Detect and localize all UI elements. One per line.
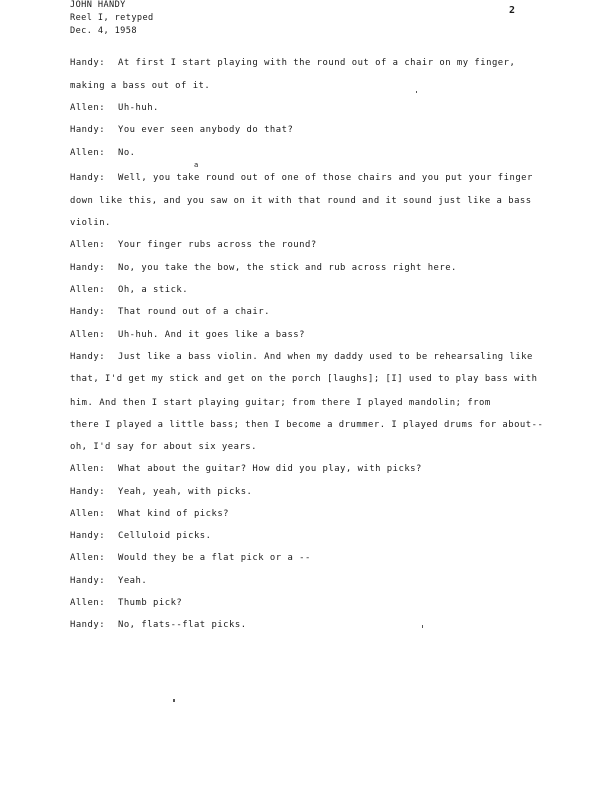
- line-text: No, flats--flat picks.: [118, 620, 247, 630]
- speaker-label: Handy:: [70, 58, 106, 68]
- line-text: No, you take the bow, the stick and rub across right here.: [118, 263, 457, 273]
- speaker-label: Handy:: [70, 620, 106, 630]
- transcript-line: [70, 509, 229, 520]
- transcript-line: [70, 218, 111, 229]
- transcript-line: [70, 487, 252, 498]
- speaker-label: Allen:: [70, 148, 106, 158]
- line-text: there I played a little bass; then I become a drummer. I played drums for about--: [70, 420, 544, 430]
- transcript-line: [70, 374, 537, 385]
- speaker-label: Handy:: [70, 352, 106, 362]
- transcript-line: [70, 330, 305, 341]
- header-name: JOHN HANDY: [70, 0, 126, 10]
- line-text: that, I'd get my stick and get on the porch [laughs]; [I] used to play bass with: [70, 374, 538, 384]
- speaker-label: Allen:: [70, 285, 106, 295]
- transcript-line: [70, 398, 491, 409]
- line-text: Celluloid picks.: [118, 531, 212, 541]
- speaker-label: Handy:: [70, 125, 106, 135]
- scan-speck: [173, 699, 175, 702]
- speaker-label: Allen:: [70, 240, 106, 250]
- line-text: What kind of picks?: [118, 509, 230, 519]
- transcript-line: [70, 103, 159, 114]
- transcript-line: [70, 442, 257, 453]
- transcript-line: [70, 81, 210, 92]
- speaker-label: Allen:: [70, 509, 106, 519]
- line-text: You ever seen anybody do that?: [118, 125, 294, 135]
- transcript-line: [70, 307, 270, 318]
- transcript-line: [70, 598, 182, 609]
- line-text: oh, I'd say for about six years.: [70, 442, 257, 452]
- speaker-label: Handy:: [70, 576, 106, 586]
- transcript-line: [70, 352, 533, 363]
- handwritten-insertion: a: [194, 161, 199, 169]
- line-text: Yeah.: [118, 576, 148, 586]
- speaker-label: Handy:: [70, 487, 106, 497]
- line-text: Oh, a stick.: [118, 285, 189, 295]
- transcript-line: [70, 125, 293, 136]
- line-text: Just like a bass violin. And when my daddy used to be rehearsaling like: [118, 352, 533, 362]
- transcript-line: [70, 553, 311, 564]
- transcript-line: [70, 576, 147, 587]
- line-text: Yeah, yeah, with picks.: [118, 487, 253, 497]
- transcript-line: [70, 148, 136, 159]
- transcript-line: [70, 285, 188, 296]
- line-text: Your finger rubs across the round?: [118, 240, 317, 250]
- speaker-label: Allen:: [70, 598, 106, 608]
- speaker-label: Allen:: [70, 330, 106, 340]
- line-text: him. And then I start playing guitar; from there I played mandolin; from: [70, 398, 491, 408]
- transcript-line: [70, 58, 515, 69]
- speaker-label: Handy:: [70, 307, 106, 317]
- line-text: That round out of a chair.: [118, 307, 270, 317]
- transcript-line: [70, 196, 532, 207]
- speaker-label: Handy:: [70, 263, 106, 273]
- speaker-label: Handy:: [70, 531, 106, 541]
- transcript-line: [70, 420, 543, 431]
- line-text: No.: [118, 148, 136, 158]
- page-number: 2: [509, 5, 516, 16]
- line-text: Uh-huh.: [118, 103, 159, 113]
- speaker-label: Handy:: [70, 173, 106, 183]
- line-text: Thumb pick?: [118, 598, 183, 608]
- transcript-line: [70, 531, 212, 542]
- line-text: Uh-huh. And it goes like a bass?: [118, 330, 305, 340]
- line-text: What about the guitar? How did you play, with picks?: [118, 464, 422, 474]
- header-reel: Reel I, retyped: [70, 13, 154, 23]
- transcript-line: [70, 263, 457, 274]
- transcript-line: [70, 464, 422, 475]
- line-text: Would they be a flat pick or a --: [118, 553, 311, 563]
- scan-speck: [422, 625, 423, 628]
- line-text: down like this, and you saw on it with that round and it sound just like a bass: [70, 196, 532, 206]
- speaker-label: Allen:: [70, 553, 106, 563]
- line-text: violin.: [70, 218, 111, 228]
- speaker-label: Allen:: [70, 103, 106, 113]
- transcript-line: [70, 240, 317, 251]
- line-text: At first I start playing with the round out of a chair on my finger,: [118, 58, 516, 68]
- line-text: Well, you take round out of one of those chairs and you put your finger: [118, 173, 533, 183]
- speaker-label: Allen:: [70, 464, 106, 474]
- scan-speck: [416, 91, 417, 93]
- transcript-line: [70, 620, 247, 631]
- line-text: making a bass out of it.: [70, 81, 211, 91]
- header-date: Dec. 4, 1958: [70, 26, 137, 36]
- transcript-line: [70, 173, 533, 184]
